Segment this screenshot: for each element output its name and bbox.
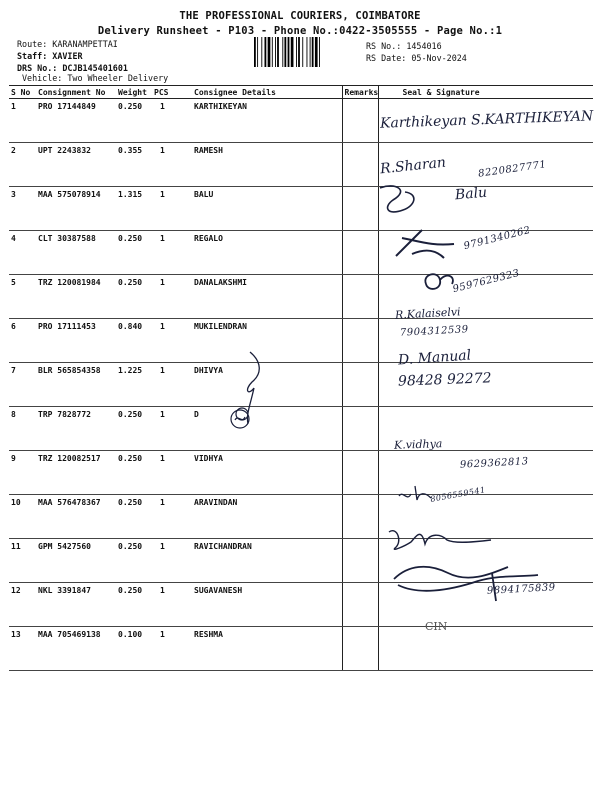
- table-cell-sno: 7: [9, 363, 36, 407]
- company-title: THE PROFESSIONAL COURIERS, COIMBATORE: [179, 10, 421, 22]
- signature-row-5-phone: 9597629323: [451, 267, 521, 296]
- signature-row-2: R.Sharan: [379, 154, 447, 178]
- table-cell-consignee: BALU: [192, 187, 342, 231]
- runsheet-title: Delivery Runsheet - P103 - Phone No.:0422-3505555 - Page No.:1: [97, 25, 503, 37]
- vehicle-label: Vehicle: Two Wheeler Delivery: [22, 73, 169, 83]
- col-weight: Weight: [116, 86, 152, 99]
- table-cell-pcs: 1: [152, 275, 192, 319]
- table-cell-consignee: DANALAKSHMI: [192, 275, 342, 319]
- table-cell-consignee: REGALO: [192, 231, 342, 275]
- table-cell-weight: 0.250: [116, 583, 152, 627]
- rs-date: RS Date: 05-Nov-2024: [366, 53, 467, 63]
- scribble-signature-icon: [375, 180, 425, 220]
- table-cell-consignment: PRO 17111453: [36, 319, 116, 363]
- signature-row-7: D. Manual: [397, 347, 472, 369]
- table-cell-remarks: [342, 319, 378, 363]
- table-cell-pcs: 1: [152, 99, 192, 143]
- table-cell-weight: 0.100: [116, 627, 152, 671]
- table-cell-consignee: KARTHIKEYAN: [192, 99, 342, 143]
- signature-row-6-phone: 7904312539: [399, 324, 469, 339]
- rs-number: RS No.: 1454016: [366, 41, 442, 51]
- table-cell-sno: 2: [9, 143, 36, 187]
- table-cell-pcs: 1: [152, 187, 192, 231]
- table-cell-consignee: D: [192, 407, 342, 451]
- table-cell-pcs: 1: [152, 231, 192, 275]
- scribble-signature-icon: [388, 555, 548, 605]
- signature-row-4-phone: 9791340262: [462, 224, 532, 253]
- table-row: [9, 319, 593, 363]
- col-consignee: Consignee Details: [192, 86, 342, 99]
- table-cell-remarks: [342, 539, 378, 583]
- table-cell-consignment: UPT 2243832: [36, 143, 116, 187]
- staff-label: Staff: XAVIER: [17, 51, 83, 61]
- table-cell-consignment: CLT 30387588: [36, 231, 116, 275]
- table-cell-sno: 3: [9, 187, 36, 231]
- table-cell-pcs: 1: [152, 363, 192, 407]
- table-cell-weight: 0.250: [116, 231, 152, 275]
- table-cell-remarks: [342, 363, 378, 407]
- table-header-row: [9, 86, 593, 99]
- signature-row-2-phone: 8220827771: [477, 159, 548, 180]
- col-consignment: Consignment No: [36, 86, 116, 99]
- circled-mark-icon: [228, 408, 252, 430]
- table-cell-weight: 0.250: [116, 451, 152, 495]
- table-cell-sno: 4: [9, 231, 36, 275]
- table-row: [9, 495, 593, 539]
- table-cell-weight: 0.250: [116, 539, 152, 583]
- stamp-note: CIN: [425, 620, 448, 633]
- table-cell-pcs: 1: [152, 495, 192, 539]
- table-row: [9, 407, 593, 451]
- signature-row-1: Karthikeyan S.KARTHIKEYAN: [379, 108, 594, 132]
- col-pcs: PCS: [152, 86, 192, 99]
- table-cell-consignee: RESHMA: [192, 627, 342, 671]
- table-cell-consignee: SUGAVANESH: [192, 583, 342, 627]
- signature-row-9-phone: 9629362813: [459, 456, 529, 471]
- signature-row-10-phone: 8056559541: [429, 485, 487, 504]
- table-cell-sno: 12: [9, 583, 36, 627]
- signature-row-6: R.Kalaiselvi: [394, 305, 461, 322]
- table-cell-remarks: [342, 143, 378, 187]
- col-remarks: Remarks: [342, 86, 378, 99]
- table-cell-weight: 0.355: [116, 143, 152, 187]
- table-cell-sno: 8: [9, 407, 36, 451]
- table-row: [9, 187, 593, 231]
- signature-row-12-phone: 9894175839: [486, 582, 556, 597]
- drs-number: DRS No.: DCJB145401601: [17, 63, 128, 73]
- table-cell-pcs: 1: [152, 583, 192, 627]
- table-cell-remarks: [342, 583, 378, 627]
- table-cell-seal-signature: [378, 627, 593, 671]
- table-cell-pcs: 1: [152, 539, 192, 583]
- table-cell-remarks: [342, 627, 378, 671]
- table-cell-weight: 1.225: [116, 363, 152, 407]
- table-cell-sno: 1: [9, 99, 36, 143]
- table-cell-pcs: 1: [152, 143, 192, 187]
- table-cell-weight: 1.315: [116, 187, 152, 231]
- table-cell-consignment: TRZ 120081984: [36, 275, 116, 319]
- table-cell-pcs: 1: [152, 319, 192, 363]
- table-cell-sno: 9: [9, 451, 36, 495]
- table-cell-remarks: [342, 99, 378, 143]
- table-cell-consignee: VIDHYA: [192, 451, 342, 495]
- table-cell-consignee: ARAVINDAN: [192, 495, 342, 539]
- table-cell-sno: 13: [9, 627, 36, 671]
- table-cell-consignee: DHIVYA: [192, 363, 342, 407]
- scribble-signature-icon: [392, 224, 462, 264]
- table-cell-remarks: [342, 231, 378, 275]
- table-cell-consignment: GPM 5427560: [36, 539, 116, 583]
- col-sno: S No: [9, 86, 36, 99]
- table-cell-consignment: NKL 3391847: [36, 583, 116, 627]
- table-cell-weight: 0.840: [116, 319, 152, 363]
- signature-row-3: Balu: [454, 184, 488, 204]
- col-seal-signature: Seal & Signature: [378, 86, 593, 99]
- table-cell-pcs: 1: [152, 627, 192, 671]
- table-row: [9, 363, 593, 407]
- table-cell-pcs: 1: [152, 451, 192, 495]
- table-cell-remarks: [342, 495, 378, 539]
- table-cell-sno: 5: [9, 275, 36, 319]
- table-cell-pcs: 1: [152, 407, 192, 451]
- table-cell-remarks: [342, 451, 378, 495]
- table-cell-remarks: [342, 187, 378, 231]
- table-cell-sno: 11: [9, 539, 36, 583]
- signature-row-9: K.vidhya: [393, 437, 443, 452]
- scribble-signature-icon: [385, 522, 495, 556]
- table-cell-consignment: TRZ 120082517: [36, 451, 116, 495]
- sig-squiggle-icon: Karthikeyan: [379, 112, 467, 132]
- barcode-image: [254, 37, 354, 67]
- table-cell-consignee: RAVICHANDRAN: [192, 539, 342, 583]
- table-cell-consignment: BLR 565854358: [36, 363, 116, 407]
- table-cell-weight: 0.250: [116, 407, 152, 451]
- table-cell-consignee: RAMESH: [192, 143, 342, 187]
- table-cell-sno: 10: [9, 495, 36, 539]
- table-cell-weight: 0.250: [116, 99, 152, 143]
- table-cell-consignment: MAA 575078914: [36, 187, 116, 231]
- route-label: Route: KARANAMPETTAI: [17, 39, 118, 49]
- table-cell-weight: 0.250: [116, 495, 152, 539]
- table-cell-remarks: [342, 407, 378, 451]
- signature-row-7-phone: 98428 92272: [397, 370, 492, 390]
- table-cell-weight: 0.250: [116, 275, 152, 319]
- table-row: [9, 627, 593, 671]
- table-cell-remarks: [342, 275, 378, 319]
- table-cell-sno: 6: [9, 319, 36, 363]
- table-cell-consignment: MAA 705469138: [36, 627, 116, 671]
- table-cell-consignment: TRP 7828772: [36, 407, 116, 451]
- table-cell-consignment: PRO 17144849: [36, 99, 116, 143]
- table-cell-consignment: MAA 576478367: [36, 495, 116, 539]
- table-cell-consignee: MUKILENDRAN: [192, 319, 342, 363]
